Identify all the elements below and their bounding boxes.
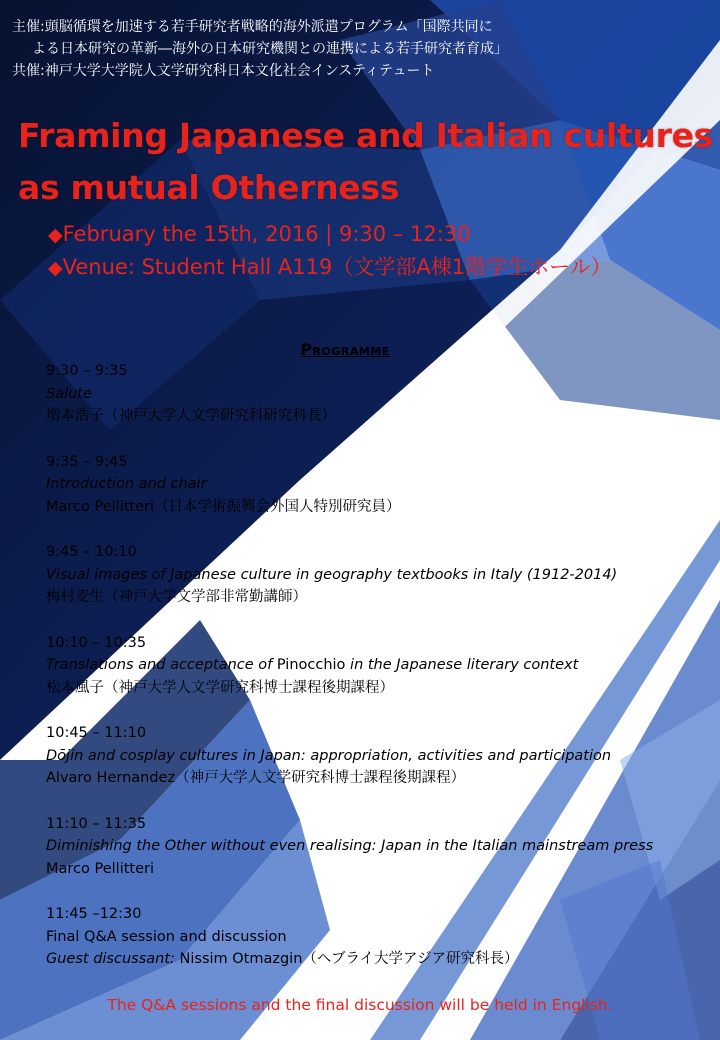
programme-slot [46,541,706,609]
programme-slot [46,722,706,790]
slot-talk: Introduction and chair [46,476,207,492]
slot-speaker: Alvaro Hernandez（神戸大学人文学研究科博士課程後期課程） [46,770,466,786]
slot-time: 9:35 – 9:45 [46,453,128,470]
talk-suffix: in the Japanese literary context [345,657,579,673]
slot-session: Final Q&A session and discussion [46,928,287,945]
discussant-label: Guest discussant: [46,951,175,967]
host-line-2: よる日本研究の革新―海外の日本研究機関との連携による若手研究者育成」 [32,41,508,57]
slot-time: 9:30 – 9:35 [46,363,128,379]
programme-slot [46,632,706,700]
slot-time: 11:45 –12:30 [46,906,142,922]
organizer-block [12,16,712,82]
talk-prefix: Translations and acceptance of [46,657,277,673]
slot-time: 9:45 – 10:10 [46,544,137,560]
programme-slot [46,360,706,428]
slot-talk: Dōjin and cosplay cultures in Japan: appropriation, activities and participation [46,747,612,764]
slot-speaker: 梅村麦生（神戸大学文学部非常勤講師） [46,589,307,605]
event-details [48,218,718,284]
slot-talk: Salute [46,385,92,402]
diamond-bullet-icon: ◆ [48,224,63,246]
host-line-1 [12,16,712,38]
host-label: 主催: [12,19,45,35]
date-row [48,218,718,251]
event-venue: Venue: Student Hall A119（文学部A棟1階学生ホール） [62,255,612,279]
programme-slot [46,813,706,881]
programme-slot [46,451,706,519]
slot-talk [46,654,706,677]
event-title [18,110,718,214]
discussant-name: Nissim Otmazgin（ヘブライ大学アジア研究科長） [174,951,519,967]
event-date: February the 15th, 2016 | 9:30 – 12:30 [62,222,471,246]
host-text-1: 頭脳循環を加速する若手研究者戦略的海外派遣プログラム「国際共同に [44,19,493,35]
slot-talk: Visual images of Japanese culture in geography textbooks in Italy (1912-2014) [46,566,618,583]
title-line-2: as mutual Otherness [18,168,400,207]
slot-speaker: Marco Pellitteri [46,860,155,877]
slot-speaker: 松本風子（神戸大学人文学研究科博士課程後期課程） [46,679,394,696]
slot-time: 11:10 – 11:35 [46,815,147,832]
talk-work-title: Pinocchio [276,657,346,673]
slot-discussant [46,948,706,971]
language-note: The Q&A sessions and the final discussion will be held in English. [107,996,613,1014]
slot-speaker: 増本浩子（神戸大学人文学研究科研究科長） [46,408,336,424]
cohost-label: 共催: [12,63,45,79]
cohost-text: 神戸大学大学院人文学研究科日本文化社会インスティテュート [44,63,435,79]
slot-talk: Diminishing the Other without even realising: Japan in the Italian mainstream press [46,838,654,854]
programme-slot [46,903,706,971]
slot-time: 10:10 – 10:35 [46,634,147,651]
title-line-1: Framing Japanese and Italian cultures [18,116,714,155]
venue-row [48,251,718,284]
programme-list [46,360,706,994]
cohost-line [12,60,712,82]
slot-speaker: Marco Pellitteri（日本学術振興会外国人特別研究員） [46,498,401,515]
slot-time: 10:45 – 11:10 [46,725,147,741]
programme-heading: Programme [300,340,390,359]
diamond-bullet-icon: ◆ [48,257,63,279]
